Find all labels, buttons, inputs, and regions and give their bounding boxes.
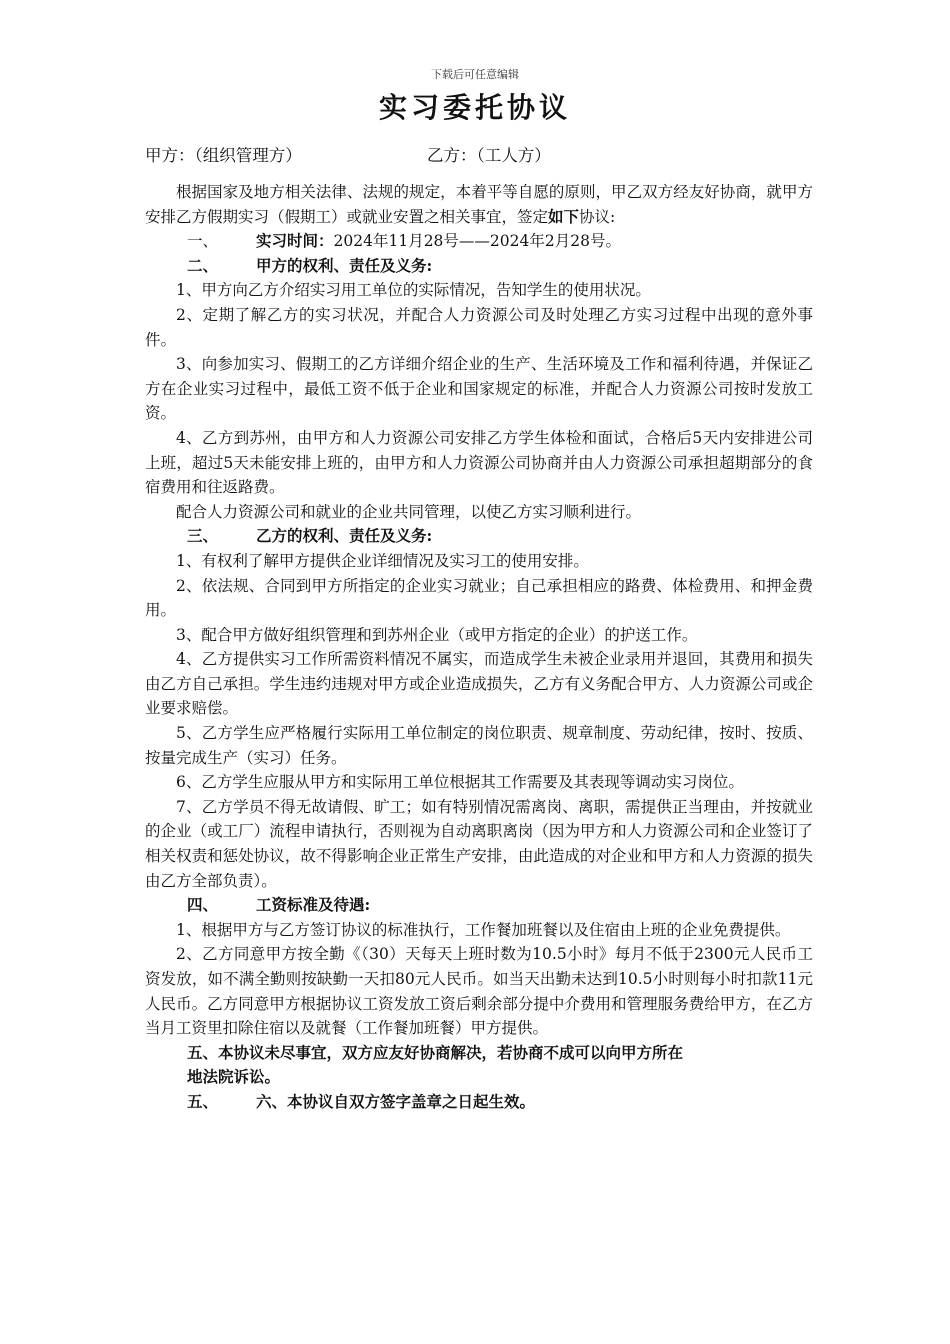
section-4-item: 2、乙方同意甲方按全勤《（30）天每天上班时数为10.5小时》每月不低于2300元人民币工资发放，如不满全勤则按缺勤一天扣80元人民币。如当天出勤未达到10.5小时则每小时扣款11元人民币。乙方同意甲方根据协议工资发放工资后剩余部分提中介费用和管理服务费给甲方，在乙方当月工资里扣除住宿以及就餐（工作餐加班餐）甲方提供。 [145,945,813,1038]
section-3-item: 1、有权利了解甲方提供企业详细情况及实习工的使用安排。 [176,551,589,570]
section-4-item: 1、根据甲方与乙方签订协议的标准执行，工作餐加班餐以及住宿由上班的企业免费提供。 [176,920,791,939]
section-5-line-2: 地法院诉讼。 [187,1067,281,1087]
section-6-text: 六、本协议自双方签字盖章之日起生效。 [256,1091,536,1111]
party-a-label: 甲方：（组织管理方） [145,146,302,165]
section-2-title: 甲方的权利、责任及义务: [256,255,433,275]
section-4-heading [145,893,813,918]
section-4-title: 工资标准及待遇: [256,895,371,915]
section-2-item: 4、乙方到苏州，由甲方和人力资源公司安排乙方学生体检和面试，合格后5天内安排进公司上班，超过5天未能安排上班的，由甲方和人力资源公司协商并由人力资源公司承担超期部分的食宿费用和往返路费。 [145,428,813,497]
section-3-item: 4、乙方提供实习工作所需资料情况不属实，而造成学生未被企业录用并退回，其费用和损失由乙方自己承担。学生违约违规对甲方或企业造成损失，乙方有义务配合甲方、人力资源公司或企业要求赔偿。 [145,650,813,718]
section-3-item: 3、配合甲方做好组织管理和到苏州企业（或甲方指定的企业）的护送工作。 [176,625,698,644]
section-2-item: 1、甲方向乙方介绍实习用工单位的实际情况，告知学生的使用状况。 [176,281,651,300]
section-2-number: 二、 [187,255,219,275]
party-b-label: 乙方：（工人方） [427,146,551,165]
section-1 [145,229,813,254]
section-2-heading [145,254,813,279]
section-3-item: 2、依法规、合同到甲方所指定的企业实习就业；自己承担相应的路费、体检费用、和押金费用。 [145,576,813,620]
page-title: 实习委托协议 [378,91,571,124]
section-5 [145,1041,813,1090]
intro-bold: 如下 [548,206,580,226]
header-note: 下载后可任意编辑 [431,68,519,81]
section-1-number: 一、 [187,232,219,251]
intro-paragraph [145,180,813,229]
section-2-item: 3、向参加实习、假期工的乙方详细介绍企业的生产、生活环境及工作和福利待遇，并保证乙方在企业实习过程中，最低工资不低于企业和国家规定的标准，并配合人力资源公司按时发放工资。 [145,355,813,423]
agreement-body [145,180,813,1115]
section-2-item: 2、定期了解乙方的实习状况，并配合人力资源公司及时处理乙方实习过程中出现的意外事件。 [145,305,813,349]
section-3-number: 三、 [187,526,219,546]
section-3-heading [145,524,813,549]
section-3-item: 5、乙方学生应严格履行实际用工单位制定的岗位职责、规章制度、劳动纪律，按时、按质、按量完成生产（实习）任务。 [145,724,813,767]
section-5-line-1: 五、本协议未尽事宜，双方应友好协商解决，若协商不成可以向甲方所在 [187,1042,684,1062]
section-1-value: 2024年11月28号——2024年2月28号。 [333,232,621,251]
section-6-number: 五、 [187,1091,219,1111]
section-2-item: 配合人力资源公司和就业的企业共同管理，以使乙方实习顺利进行。 [176,502,642,521]
section-3-item: 7、乙方学员不得无故请假、旷工；如有特别情况需离岗、离职，需提供正当理由，并按就业的企业（或工厂）流程申请执行，否则视为自动离职离岗（因为甲方和人力资源公司和企业签订了相关权责和惩处协议，故不得影响企业正常生产安排，由此造成的对企业和甲方和人力资源的损失由乙方全部负责）。 [145,797,813,890]
parties-line [145,145,825,167]
section-3-title: 乙方的权利、责任及义务: [256,526,433,546]
section-6 [145,1090,813,1115]
section-1-label: 实习时间： [256,231,334,251]
section-3-item: 6、乙方学生应服从甲方和实际用工单位根据其工作需要及其表现等调动实习岗位。 [176,773,744,792]
intro-text: 根据国家及地方相关法律、法规的规定，本着平等自愿的原则，甲乙双方经友好协商，就甲方安排乙方假期实习（假期工）或就业安置之相关事宜，签定 [145,183,813,226]
intro-tail: 协议: [579,207,616,226]
section-4-number: 四、 [187,895,219,915]
